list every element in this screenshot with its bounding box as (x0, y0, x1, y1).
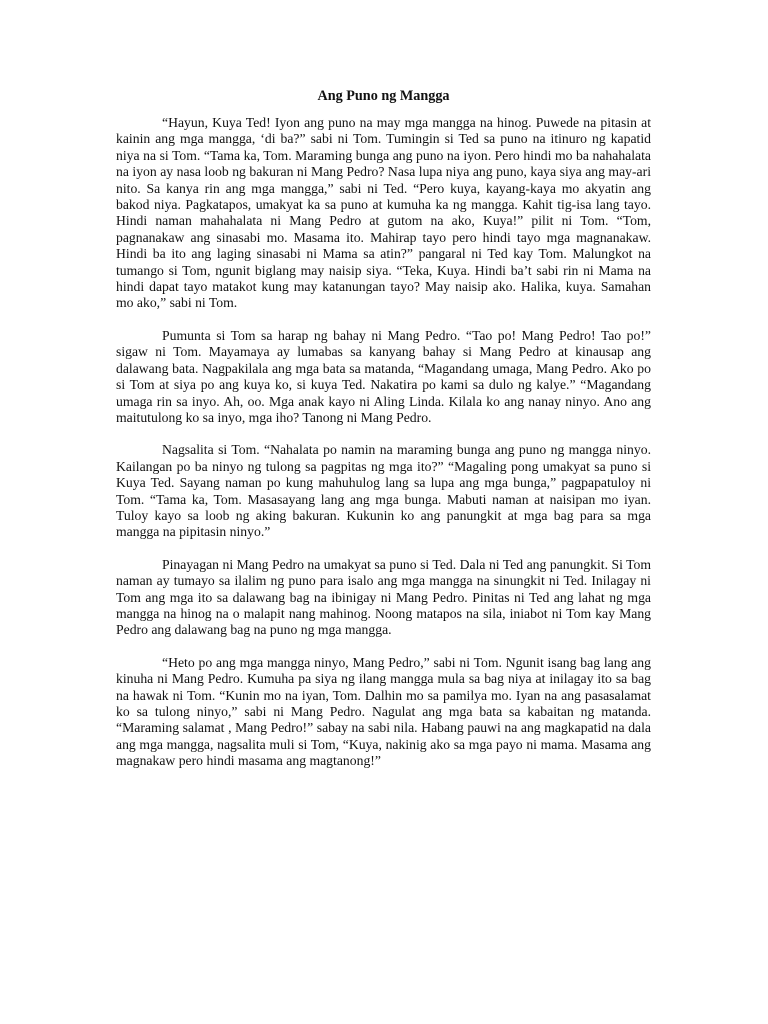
document-body (116, 88, 651, 786)
document-title: Ang Puno ng Mangga (317, 88, 450, 104)
paragraph-5: “Heto po ang mga mangga ninyo, Mang Pedro,” sabi ni Tom. Ngunit isang bag lang ang kinuha ni Mang Pedro. Kumuha pa siya ng ilang mangga mula sa bag niya at inilagay ito sa bag na hawak ni Tom. “Kunin mo na iyan, Tom. Dalhin mo sa pamilya mo. Iyan na ang pasasalamat ko sa tulong ninyo,” sabi ni Mang Pedro. Nagulat ang mga bata sa kabaitan ng matanda. “Maraming salamat , Mang Pedro!” sabay na sabi nila. Habang pauwi na ang magkapatid na dala ang mga mangga, nagsalita muli si Tom, “Kuya, nakinig ako sa mga payo ni mama. Masama ang magnakaw pero hindi masama ang magtanong!” (116, 654, 651, 769)
paragraph-3: Nagsalita si Tom. “Nahalata po namin na maraming bunga ang puno ng mangga ninyo. Kailangan po ba ninyo ng tulong sa pagpitas ng mga ito?” “Magaling pong umakyat sa puno si Kuya Ted. Sayang naman po kung mahuhulog lang sa lupa ang mga bunga,” pagpapatuloy ni Tom. “Tama ka, Tom. Masasayang lang ang mga bunga. Mabuti naman at naisipan mo iyan. Tuloy kayo sa loob ng aking bakuran. Kukunin ko ang panungkit at mga bag para sa mga mangga na pipitasin ninyo.” (116, 442, 651, 540)
paragraph-2: Pumunta si Tom sa harap ng bahay ni Mang Pedro. “Tao po! Mang Pedro! Tao po!” sigaw ni Tom. Mayamaya ay lumabas sa kanyang bahay si Mang Pedro at kinausap ang dalawang bata. Nagpakilala ang mga bata sa matanda, “Magandang umaga, Mang Pedro. Ako po si Tom at siya po ang kuya ko, si kuya Ted. Nakatira po kami sa dulo ng kalye.” “Magandang umaga rin sa inyo. Ah, oo. Mga anak kayo ni Aling Linda. Kilala ko ang nanay ninyo. Ano ang maitutulong ko sa inyo, mga iho? Tanong ni Mang Pedro. (116, 327, 651, 425)
paragraph-1: “Hayun, Kuya Ted! Iyon ang puno na may mga mangga na hinog. Puwede na pitasin at kainin ang mga mangga, ‘di ba?” sabi ni Tom. Tumingin si Ted sa puno na itinuro ng kapatid niya na si Tom. “Tama ka, Tom. Maraming bunga ang puno na iyon. Pero hindi mo ba nahahalata na iyon ay nasa loob ng bakuran ni Mang Pedro? Nasa lupa niya ang puno, kaya siya ang may-ari nito. Sa kanya rin ang mga mangga,” sabi ni Ted. “Pero kuya, kayang-kaya mo akyatin ang bakod niya. Pagkatapos, umakyat ka sa puno at kumuha ka ng mangga. Kahit tig-isa lang tayo. Hindi naman mahahalata ni Mang Pedro at gutom na ako, Kuya!” pilit ni Tom. “Tom, pagnanakaw ang sinasabi mo. Masama ito. Mahirap tayo pero hindi tayo mga magnanakaw. Hindi ba ito ang laging sinasabi ni Mama sa atin?” pangaral ni Ted kay Tom. Malungkot na tumango si Tom, ngunit biglang may naisip siya. “Teka, Kuya. Hindi ba’t sabi rin ni Mama na hindi dapat tayo matakot kung may katanungan tayo? May naisip ako. Halika, kuya. Samahan mo ako,” sabi ni Tom. (116, 115, 651, 311)
paragraph-4: Pinayagan ni Mang Pedro na umakyat sa puno si Ted. Dala ni Ted ang panungkit. Si Tom naman ay tumayo sa ilalim ng puno para isalo ang mga mangga na sinungkit ni Ted. Inilagay ni Tom ang mga ito sa dalawang bag na ibinigay ni Mang Pedro. Pinitas ni Ted ang lahat ng mga mangga na hinog na o malapit nang mahinog. Noong matapos na sila, iniabot ni Tom kay Mang Pedro ang dalawang bag na puno ng mga mangga. (116, 556, 651, 638)
